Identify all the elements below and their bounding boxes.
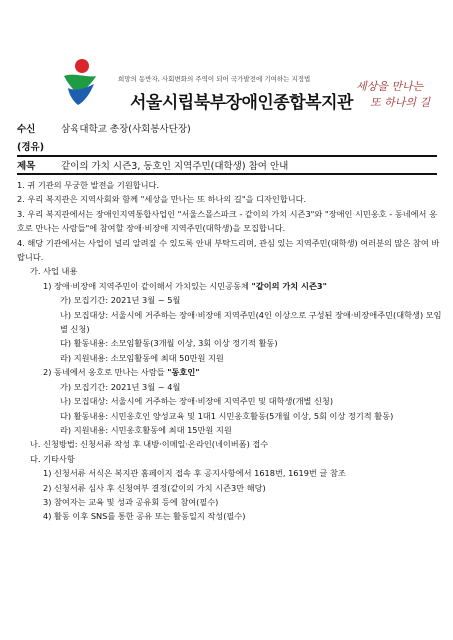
item-2-program-name: "동호인" xyxy=(167,367,200,378)
section-da: 다. 기타사항 xyxy=(30,453,75,464)
item-1-support: 라) 지원내용: 소모임활동에 최대 50만원 지원 xyxy=(60,352,224,363)
item-1-text: 1) 장애·비장애 지역주민이 같이해서 가치있는 시민공동체 xyxy=(43,280,252,291)
calligraphy-logo xyxy=(356,78,431,126)
item-1-title xyxy=(17,279,442,293)
via-label: (경유) xyxy=(17,142,45,153)
paragraph-4: 4. 해당 기관에서는 사업이 널리 알려질 수 있도록 안내 부탁드리며, 관심 있는 지역주민(대학생) 여러분의 많은 참여 바랍니다. xyxy=(17,237,440,263)
item-1-program-name: "같이의 가치 시즌3" xyxy=(251,280,327,291)
etc-item-4: 4) 활동 이후 SNS를 통한 공유 또는 활동일지 작성(필수) xyxy=(43,511,246,522)
welfare-center-logo-icon xyxy=(62,58,98,106)
organization-name: 서울시립북부장애인종합복지관 xyxy=(130,93,353,113)
letterhead xyxy=(0,0,453,120)
item-2-title xyxy=(17,365,442,379)
recipient-row xyxy=(17,121,191,135)
item-2-period: 가) 모집기간: 2021년 3월 ~ 4월 xyxy=(60,381,181,392)
item-2-activity: 다) 활동내용: 시민옹호인 양성교육 및 1대1 시민옹호활동(5개월 이상, 5회 이상 정기적 활동) xyxy=(60,410,394,421)
document-body xyxy=(17,178,442,524)
item-2-text: 2) 동네에서 옹호로 만나는 사람들 xyxy=(43,367,168,378)
section-na: 나. 신청방법: 신청서류 작성 후 내방·이메일·온라인(네이버폼) 접수 xyxy=(30,439,269,450)
section-ga: 가. 사업 내용 xyxy=(30,266,78,277)
item-1-target: 나) 모집대상: 서울시에 거주하는 장애·비장애 지역주민(4인 이상으로 구성된 장애·비장애주민(대학생) 모임별 신청) xyxy=(60,309,442,335)
calligraphy-line-2: 또 하나의 길 xyxy=(370,96,431,109)
item-2-support: 라) 지원내용: 시민옹호활동에 최대 15만원 지원 xyxy=(60,424,232,435)
header-rule-bottom xyxy=(17,173,437,175)
calligraphy-line-1: 세상을 만나는 xyxy=(356,80,424,93)
subject-value: 같이의 가치 시즌3, 동호인 지역주민(대학생) 참여 안내 xyxy=(61,161,289,172)
subject-row xyxy=(17,158,288,172)
slogan: 희망의 동반자, 사회변화의 주역이 되어 국가발전에 기여하는 지정법 xyxy=(118,75,311,83)
recipient-value: 삼육대학교 총장(사회봉사단장) xyxy=(61,124,191,135)
paragraph-1: 1. 귀 기관의 무궁한 발전을 기원합니다. xyxy=(17,180,160,190)
etc-item-1: 1) 신청서류 서식은 복지관 홈페이지 접속 후 공지사항에서 1618번, 1619번 글 참조 xyxy=(43,468,346,479)
etc-item-3: 3) 참여자는 교육 및 성과 공유회 등에 참여(필수) xyxy=(43,496,219,507)
paragraph-2: 2. 우리 복지관은 지역사회와 함께 "세상을 만나는 또 하나의 길"을 디자인합니다. xyxy=(17,194,307,205)
item-1-activity: 다) 활동내용: 소모임활동(3개월 이상, 3회 이상 정기적 활동) xyxy=(60,338,278,349)
header-rule-top xyxy=(17,155,437,157)
paragraph-3: 3. 우리 복지관에서는 장애인지역통합사업인 "서울스몰스파크 - 같이의 가치 시즌3"와 "장애인 시민옹호 - 동네에서 옹호로 만나는 사람들"에 참여할 장애·비장애 지역주민(대학생)을 모집합니다. xyxy=(17,208,437,234)
subject-label: 제목 xyxy=(17,161,36,172)
via-row xyxy=(17,139,44,153)
etc-item-2: 2) 신청서류 심사 후 신청여부 결정(같이의 가치 시즌3만 해당) xyxy=(43,482,266,493)
item-1-period: 가) 모집기간: 2021년 3월 ~ 5월 xyxy=(60,295,181,306)
recipient-label: 수신 xyxy=(17,124,36,135)
item-2-target: 나) 모집대상: 서울시에 거주하는 장애·비장애 지역주민 및 대학생(개별 신청) xyxy=(60,396,334,407)
